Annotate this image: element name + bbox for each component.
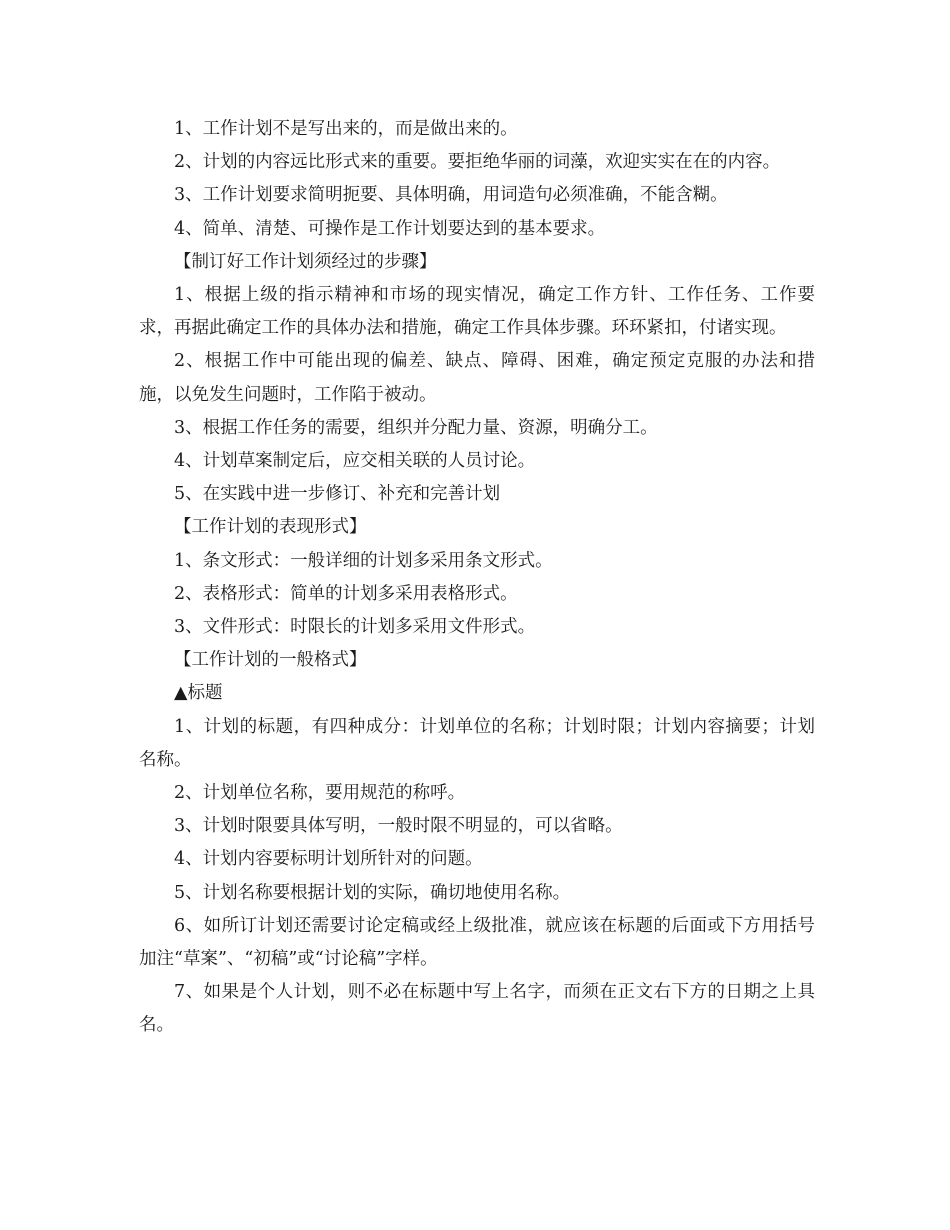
paragraph-step-2: 2、根据工作中可能出现的偏差、缺点、障碍、困难，确定预定克服的办法和措施，以免发生问题时，工作陷于被动。 (139, 351, 815, 405)
paragraph-requirement-3: 3、工作计划要求简明扼要、具体明确，用词造句必须准确，不能含糊。 (174, 185, 728, 206)
section-heading-steps: 【制订好工作计划须经过的步骤】 (174, 251, 437, 272)
document-body (139, 113, 815, 1043)
paragraph-step-4: 4、计划草案制定后，应交相关联的人员讨论。 (174, 451, 536, 472)
paragraph-form-1: 1、条文形式：一般详细的计划多采用条文形式。 (174, 550, 553, 571)
paragraph-title-3: 3、计划时限要具体写明，一般时限不明显的，可以省略。 (174, 816, 623, 837)
paragraph-step-5: 5、在实践中进一步修订、补充和完善计划 (174, 484, 501, 505)
paragraph-form-2: 2、表格形式：简单的计划多采用表格形式。 (174, 583, 518, 604)
paragraph-step-3: 3、根据工作任务的需要，组织并分配力量、资源，明确分工。 (174, 417, 658, 438)
paragraph-form-3: 3、文件形式：时限长的计划多采用文件形式。 (174, 617, 536, 638)
section-heading-format: 【工作计划的一般格式】 (174, 650, 367, 671)
subheading-title: ▲标题 (174, 683, 223, 704)
paragraph-title-7: 7、如果是个人计划，则不必在标题中写上名字，而须在正文右下方的日期之上具名。 (139, 982, 815, 1036)
paragraph-title-2: 2、计划单位名称，要用规范的称呼。 (174, 783, 466, 804)
paragraph-title-5: 5、计划名称要根据计划的实际，确切地使用名称。 (174, 882, 571, 903)
paragraph-requirement-4: 4、简单、清楚、可操作是工作计划要达到的基本要求。 (174, 218, 606, 239)
paragraph-requirement-2: 2、计划的内容远比形式来的重要。要拒绝华丽的词藻，欢迎实实在在的内容。 (174, 152, 781, 173)
paragraph-title-1: 1、计划的标题，有四种成分：计划单位的名称；计划时限；计划内容摘要；计划名称。 (139, 716, 815, 770)
paragraph-title-6: 6、如所订计划还需要讨论定稿或经上级批准，就应该在标题的后面或下方用括号加注“草案”、“初稿”或“讨论稿”字样。 (139, 915, 815, 970)
section-heading-forms: 【工作计划的表现形式】 (174, 517, 367, 538)
paragraph-requirement-1: 1、工作计划不是写出来的，而是做出来的。 (174, 119, 518, 139)
paragraph-title-4: 4、计划内容要标明计划所针对的问题。 (174, 849, 483, 870)
paragraph-step-1: 1、根据上级的指示精神和市场的现实情况，确定工作方针、工作任务、工作要求，再据此确定工作的具体办法和措施，确定工作具体步骤。环环紧扣，付诸实现。 (139, 285, 815, 339)
